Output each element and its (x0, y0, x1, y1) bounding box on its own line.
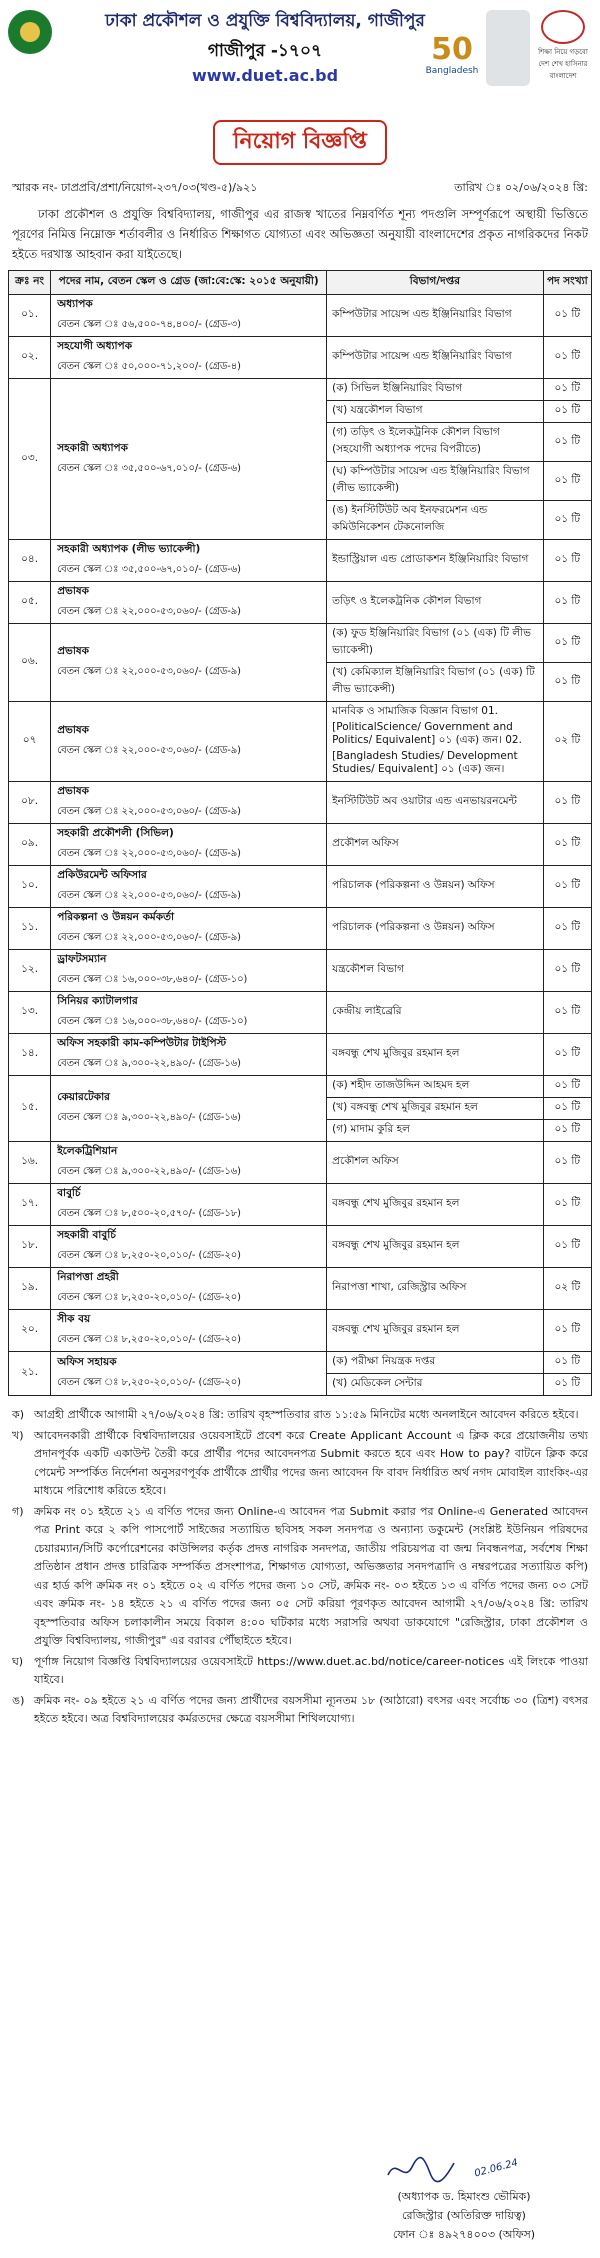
jubilee-number: 50 (431, 32, 473, 67)
table-row (9, 1076, 592, 1098)
table-row (9, 824, 592, 866)
row-serial: ১৪. (9, 1034, 51, 1076)
jubilee-text: Bangladesh (425, 66, 479, 76)
jubilee-badge (422, 34, 482, 82)
row-post-cell (51, 337, 327, 379)
note-text: ক্রমিক নং- ০৯ হইতে ২১ এ বর্ণিত পদের জন্য প্রার্থীদের বয়সসীমা ন্যূনতম ১৮ (আঠারো) বৎসর এবং সর্বোচ্চ ৩০ (ত্রিশ) বৎসর হইতে হইবে। অত্র বিশ্ববিদ্যালয়ের কর্মরতদের ক্ষেত্রে বয়সসীমা শিথিলযোগ্য। (34, 1693, 588, 1725)
post-count-cell: ০১ টি (543, 1226, 591, 1268)
pay-scale: বেতন স্কেল ঃ ৯,৩০০-২২,৪৯০/- (গ্রেড-১৬) (57, 1058, 241, 1069)
row-post-cell (51, 1226, 327, 1268)
department-cell: মানবিক ও সামাজিক বিজ্ঞান বিভাগ 01. [PoliticalScience/ Government and Politics/ Equivalent] ০১ (এক) জন। 02. [Bangladesh Studies/ Development Studies/ Equivalent] ০১ (এক) জন। (327, 702, 543, 782)
signature-date: 02.06.24 (473, 2157, 520, 2180)
row-post-cell (51, 1268, 327, 1310)
pay-scale: বেতন স্কেল ঃ ২২,০০০-৫৩,০৬০/- (গ্রেড-৯) (57, 806, 241, 817)
post-name: প্রভাষক (57, 724, 90, 736)
row-post-cell (51, 379, 327, 540)
post-count-cell: ০১ টি (543, 1184, 591, 1226)
row-post-cell (51, 702, 327, 782)
table-row (9, 782, 592, 824)
post-name: সহকারী বাবুর্চি (57, 1229, 116, 1241)
department-cell: যন্ত্রকৌশল বিভাগ (327, 950, 543, 992)
pay-scale: বেতন স্কেল ঃ ২২,০০০-৫৩,০৬০/- (গ্রেড-৯) (57, 848, 241, 859)
pay-scale: বেতন স্কেল ঃ ৮,২৫০-২০,০১০/- (গ্রেড-২০) (57, 1250, 241, 1261)
table-row (9, 950, 592, 992)
table-row (9, 1226, 592, 1268)
department-cell: (গ) তড়িৎ ও ইলেকট্রনিক কৌশল বিভাগ (সহযোগী অধ্যাপক পদের বিপরীতে) (327, 423, 543, 462)
post-count-cell: ০১ টি (543, 950, 591, 992)
post-name: প্রকিউরমেন্ট অফিসার (57, 869, 147, 881)
row-serial: ১২. (9, 950, 51, 992)
row-serial: ০৯. (9, 824, 51, 866)
department-cell: পরিচালক (পরিকল্পনা ও উন্নয়ন) অফিস (327, 908, 543, 950)
row-serial: ১১. (9, 908, 51, 950)
notice-title: নিয়োগ বিজ্ঞপ্তি (213, 120, 387, 165)
department-cell: কম্পিউটার সায়েন্স এন্ড ইঞ্জিনিয়ারিং বিভাগ (327, 337, 543, 379)
department-cell: (ঙ) ইনস্টিটিউট অব ইনফরমেশন এন্ড কমিউনিকেশন টেকনোলজি (327, 501, 543, 540)
row-post-cell (51, 1034, 327, 1076)
pay-scale: বেতন স্কেল ঃ ২২,০০০-৫৩,০৬০/- (গ্রেড-৯) (57, 606, 241, 617)
note-item (12, 1427, 588, 1501)
post-name: নিরাপত্তা প্রহরী (57, 1271, 119, 1283)
table-row (9, 379, 592, 401)
row-serial: ১৬. (9, 1142, 51, 1184)
row-post-cell (51, 1142, 327, 1184)
post-count-cell: ০১ টি (543, 824, 591, 866)
row-serial: ১০. (9, 866, 51, 908)
department-cell: প্রকৌশল অফিস (327, 824, 543, 866)
row-serial: ০৭ (9, 702, 51, 782)
mujib-badge-text: শিক্ষা নিয়ে গড়বো দেশ শেখ হাসিনার বাংলাদেশ (538, 48, 588, 80)
table-row (9, 295, 592, 337)
pay-scale: বেতন স্কেল ঃ ৫৬,৫০০-৭৪,৪০০/- (গ্রেড-৩) (57, 319, 241, 330)
row-post-cell (51, 1352, 327, 1396)
department-cell: (ঘ) কম্পিউটার সায়েন্স এন্ড ইঞ্জিনিয়ারিং বিভাগ (লীভ ভ্যাকেন্সী) (327, 462, 543, 501)
university-logo (8, 10, 52, 54)
note-item (12, 1692, 588, 1729)
pay-scale: বেতন স্কেল ঃ ৮,২৫০-২০,০১০/- (গ্রেড-২০) (57, 1334, 241, 1345)
title-wrap (8, 120, 592, 165)
note-text: ক্রমিক নং ০১ হইতে ২১ এ বর্ণিত পদের জন্য Online-এ আবেদন পত্র Submit করার পর Online-এ Generated আবেদন পত্র Print করে ২ কপি পাসপোর্ট সাইজের সত্যায়িত ছবিসহ সকল সনদপত্র ও অন্যান্য ডকুমেন্ট (সংশ্লিষ্ট ইউনিয়ন পরিষদের চেয়ারম্যান/সিটি কর্পোরেশনের কাউন্সিলর কর্তৃক প্রদত্ত নাগরিক সনদপত্র, জাতীয় পরিচয়পত্র বা জন্ম নিবন্ধনপত্র, সর্বশেষ শিক্ষা প্রতিষ্ঠান প্রধান প্রদত্ত চারিত্রিক সম্পর্কিত প্রসংশাপত্র, শিক্ষাগত যোগ্যতা, অভিজ্ঞতার সনদপত্রাদি ও নম্বরপত্রের সত্যায়িত কপি) এর হার্ড কপি ক্রমিক নং ০১ হইতে ০২ এ বর্ণিত পদের জন্য ১০ সেট, ক্রমিক নং- ০৩ হইতে ১৩ এ বর্ণিত পদের জন্য ০৩ সেট এবং ক্রমিক নং- ১৪ হইতে ২১ এ বর্ণিত পদের জন্য ০৫ সেট করিয়া পূরণকৃত আবেদন আগামী ২৭/০৬/২০২৪ খ্রি: তারিখ বৃহস্পতিবার অফিস চলাকালীন সময়ে বিকাল ৪:০০ ঘটিকার মধ্যে সরাসরি অথবা ডাকযোগে "রেজিস্ট্রার, ঢাকা প্রকৌশল ও প্রযুক্তি বিশ্ববিদ্যালয়, গাজীপুর" এর বরাবর পৌঁছাইতে হইবে। (34, 1504, 589, 1647)
row-serial: ০৪. (9, 540, 51, 582)
note-label: খ) (12, 1428, 24, 1442)
department-cell: (ক) শহীদ তাজউদ্দিন আহমদ হল (327, 1076, 543, 1098)
row-serial: ০৬. (9, 624, 51, 702)
department-cell: প্রকৌশল অফিস (327, 1142, 543, 1184)
post-count-cell: ০১ টি (543, 782, 591, 824)
post-count-cell: ০১ টি (543, 401, 591, 423)
portrait-image (486, 10, 530, 86)
row-post-cell (51, 624, 327, 702)
post-name: সহকারী অধ্যাপক (লীভ ভ্যাকেন্সী) (57, 543, 201, 555)
row-post-cell (51, 1310, 327, 1352)
department-cell: বঙ্গবন্ধু শেখ মুজিবুর রহমান হল (327, 1310, 543, 1352)
row-post-cell (51, 582, 327, 624)
row-post-cell (51, 824, 327, 866)
note-label: ঘ) (12, 1654, 24, 1668)
pay-scale: বেতন স্কেল ঃ ১৬,০০০-৩৮,৬৪০/- (গ্রেড-১০) (57, 974, 248, 985)
note-label: গ) (12, 1504, 24, 1518)
department-cell: কেন্দ্রীয় লাইব্রেরি (327, 992, 543, 1034)
note-label: ক) (12, 1408, 24, 1421)
table-row (9, 1142, 592, 1184)
department-cell: ইনস্টিটিউট অব ওয়াটার এন্ড এনভায়রনমেন্ট (327, 782, 543, 824)
header (8, 6, 592, 118)
post-name: সহকারী অধ্যাপক (57, 441, 129, 454)
header-post: পদের নাম, বেতন স্কেল ও গ্রেড (জা:বে:স্কে: ২০১৫ অনুযায়ী) (51, 271, 327, 295)
post-name: সহযোগী অধ্যাপক (57, 340, 133, 352)
row-post-cell (51, 1184, 327, 1226)
table-row (9, 337, 592, 379)
post-name: প্রভাষক (57, 585, 90, 597)
department-cell: ইন্ডাস্ট্রিয়াল এন্ড প্রোডাকশন ইঞ্জিনিয়ারিং বিভাগ (327, 540, 543, 582)
department-cell: কম্পিউটার সায়েন্স এন্ড ইঞ্জিনিয়ারিং বিভাগ (327, 295, 543, 337)
pay-scale: বেতন স্কেল ঃ ৩৫,৫০০-৬৭,০১০/- (গ্রেড-৬) (57, 564, 241, 575)
signature-block (354, 2153, 574, 2244)
row-post-cell (51, 540, 327, 582)
post-count-cell: ০১ টি (543, 1310, 591, 1352)
department-cell: নিরাপত্তা শাখা, রেজিস্ট্রার অফিস (327, 1268, 543, 1310)
row-post-cell (51, 950, 327, 992)
row-post-cell (51, 866, 327, 908)
post-count-cell: ০১ টি (543, 624, 591, 663)
pay-scale: বেতন স্কেল ঃ ৮,২৫০-২০,০১০/- (গ্রেড-২০) (57, 1292, 241, 1303)
note-label: ঙ) (12, 1693, 25, 1707)
header-dept: বিভাগ/দপ্তর (327, 271, 543, 295)
post-name: প্রভাষক (57, 785, 90, 797)
table-row (9, 582, 592, 624)
post-count-cell: ০১ টি (543, 540, 591, 582)
post-count-cell: ০১ টি (543, 992, 591, 1034)
table-row (9, 540, 592, 582)
city-line: গাজীপুর -১৭০৭ (207, 41, 323, 61)
table-row (9, 1034, 592, 1076)
department-cell: (ক) পরীক্ষা নিয়ন্ত্রক দপ্তর (327, 1352, 543, 1374)
pay-scale: বেতন স্কেল ঃ ৯,৩০০-২২,৪৯০/- (গ্রেড-১৬) (57, 1166, 241, 1177)
post-name: বাবুর্চি (57, 1187, 81, 1199)
signatory-designation: রেজিস্ট্রার (অতিরিক্ত দায়িত্ব) (402, 2209, 526, 2222)
signatory-phone: ফোন ঃ ৪৯২৭৪০০৩ (অফিস) (392, 2228, 536, 2241)
department-cell: তড়িৎ ও ইলেকট্রনিক কৌশল বিভাগ (327, 582, 543, 624)
post-count-cell: ০১ টি (543, 1374, 591, 1396)
row-serial: ০৫. (9, 582, 51, 624)
post-name: সিনিয়র ক্যাটালগার (57, 995, 138, 1007)
post-count-cell: ০১ টি (543, 663, 591, 702)
post-name: প্রভাষক (57, 645, 90, 657)
table-row (9, 992, 592, 1034)
post-name: সহকারী প্রকৌশলী (সিভিল) (57, 827, 174, 839)
department-cell: বঙ্গবন্ধু শেখ মুজিবুর রহমান হল (327, 1034, 543, 1076)
department-cell: (খ) যন্ত্রকৌশল বিভাগ (327, 401, 543, 423)
post-name: পরিকল্পনা ও উন্নয়ন কর্মকর্তা (57, 911, 175, 923)
table-row (9, 624, 592, 663)
pay-scale: বেতন স্কেল ঃ ২২,০০০-৫৩,০৬০/- (গ্রেড-৯) (57, 666, 241, 677)
signatory-name: (অধ্যাপক ড. হিমাংশু ভৌমিক) (397, 2190, 531, 2203)
post-count-cell: ০১ টি (543, 379, 591, 401)
pay-scale: বেতন স্কেল ঃ ৮,২৫০-২০,০১০/- (গ্রেড-২০) (57, 1377, 241, 1388)
department-cell: বঙ্গবন্ধু শেখ মুজিবুর রহমান হল (327, 1184, 543, 1226)
pay-scale: বেতন স্কেল ঃ ২২,০০০-৫৩,০৬০/- (গ্রেড-৯) (57, 932, 241, 943)
post-count-cell: ০১ টি (543, 908, 591, 950)
post-count-cell: ০১ টি (543, 462, 591, 501)
row-serial: ১৫. (9, 1076, 51, 1142)
post-count-cell: ০১ টি (543, 1142, 591, 1184)
table-row (9, 866, 592, 908)
memo-number: স্মারক নং- ঢাপ্রপ্রবি/প্রশা/নিয়োগ-২৩৭/০৩(খণ্ড-৫)/৯২১ (12, 181, 258, 194)
row-serial: ০৮. (9, 782, 51, 824)
website-link[interactable]: www.duet.ac.bd (191, 66, 339, 85)
note-item (12, 1503, 588, 1651)
post-count-cell: ০১ টি (543, 1098, 591, 1120)
posts-table-body (9, 295, 592, 1396)
post-name: কেয়ারটেকার (57, 1091, 110, 1103)
post-name: অফিস সহকারী কাম-কম্পিউটার টাইপিস্ট (57, 1037, 227, 1049)
department-cell: (খ) কেমিক্যাল ইঞ্জিনিয়ারিং বিভাগ (০১ (এক) টি লীভ ভ্যাকেন্সী) (327, 663, 543, 702)
post-name: ড্রাফটসম্যান (57, 953, 107, 965)
post-count-cell: ০১ টি (543, 337, 591, 379)
row-post-cell (51, 1076, 327, 1142)
table-row (9, 1184, 592, 1226)
post-name: অফিস সহায়ক (57, 1356, 117, 1368)
row-serial: ১৯. (9, 1268, 51, 1310)
post-name: ইলেকট্রিশিয়ান (57, 1145, 118, 1157)
row-serial: ০৩. (9, 379, 51, 540)
post-count-cell: ০১ টি (543, 295, 591, 337)
department-cell: (গ) মাদাম কুরি হল (327, 1120, 543, 1142)
pay-scale: বেতন স্কেল ঃ ৯,৩০০-২২,৪৯০/- (গ্রেড-১৬) (57, 1112, 241, 1123)
department-cell: (ক) সিভিল ইঞ্জিনিয়ারিং বিভাগ (327, 379, 543, 401)
row-post-cell (51, 782, 327, 824)
note-text: আবেদনকারী প্রার্থীকে বিশ্ববিদ্যালয়ের ওয়েবসাইটে প্রবেশ করে Create Applicant Account এ ক্লিক করে প্রয়োজনীয় তথ্য প্রদানপূর্বক একটি একাউন্ট তৈরী করে প্রার্থীর পদের আবেদনপত্র Submit করতে হবে এবং How to pay? বাটনে ক্লিক করে পেমেন্ট সম্পর্কিত নির্দেশনা অনুসরণপূর্বক প্রার্থীকে প্রার্থীর পদের জন্য আবেদন ফি বাবদ নির্ধারিত অর্থ নগদ মোবাইল ব্যাংকিং-এর মাধ্যমে পরিশোধ করিতে হইবে। (34, 1428, 588, 1497)
department-cell: (খ) বঙ্গবন্ধু শেখ মুজিবুর রহমান হল (327, 1098, 543, 1120)
row-serial: ০২. (9, 337, 51, 379)
header-count: পদ সংখ্যা (543, 271, 591, 295)
table-row (9, 908, 592, 950)
row-post-cell (51, 992, 327, 1034)
post-count-cell: ০১ টি (543, 866, 591, 908)
header-sn: ক্রঃ নং (9, 271, 51, 295)
note-text: পূর্ণাঙ্গ নিয়োগ বিজ্ঞপ্তি বিশ্ববিদ্যালয়ের ওয়েবসাইটে https://www.duet.ac.bd/notice/career-notices এই লিংকে পাওয়া যাইবে। (34, 1654, 588, 1686)
post-count-cell: ০২ টি (543, 702, 591, 782)
post-count-cell: ০১ টি (543, 582, 591, 624)
pay-scale: বেতন স্কেল ঃ ৩৫,৫০০-৬৭,০১০/- (গ্রেড-৬) (57, 462, 241, 474)
note-item (12, 1653, 588, 1690)
pay-scale: বেতন স্কেল ঃ ৫০,০০০-৭১,২০০/- (গ্রেড-৪) (57, 361, 241, 372)
department-cell: পরিচালক (পরিকল্পনা ও উন্নয়ন) অফিস (327, 866, 543, 908)
mujib-badge (534, 10, 592, 96)
university-name: ঢাকা প্রকৌশল ও প্রযুক্তি বিশ্ববিদ্যালয়, গাজীপুর (105, 11, 425, 31)
table-row (9, 1352, 592, 1374)
post-count-cell: ০১ টি (543, 423, 591, 462)
note-text: আগ্রহী প্রার্থীকে আগামী ২৭/০৬/২০২৪ খ্রি: তারিখ বৃহস্পতিবার রাত ১১:৫৯ মিনিটের মধ্যে অনলাইনে আবেদন করিতে হইবে। (34, 1408, 579, 1421)
department-cell: (ক) ফুড ইঞ্জিনিয়ারিং বিভাগ (০১ (এক) টি লীভ ভ্যাকেন্সী) (327, 624, 543, 663)
table-header-row (9, 271, 592, 295)
row-serial: ১৭. (9, 1184, 51, 1226)
post-count-cell: ০২ টি (543, 1268, 591, 1310)
intro-paragraph: ঢাকা প্রকৌশল ও প্রযুক্তি বিশ্ববিদ্যালয়, গাজীপুর এর রাজস্ব খাতের নিম্নবর্ণিত শূন্য পদগুলি সম্পূর্ণরূপে অস্থায়ী ভিত্তিতে পূরণের নিমিত্ত নিম্নোক্ত শর্তাবলীর ও নির্ধারিত শিক্ষাগত যোগ্যতা এবং অভিজ্ঞতা অনুযায়ী বাংলাদেশের প্রকৃত নাগরিকদের নিকট হইতে দরখাস্ত আহবান করা যাইতেছে। (12, 207, 588, 261)
row-post-cell (51, 295, 327, 337)
row-serial: ০১. (9, 295, 51, 337)
table-row (9, 1310, 592, 1352)
post-name: অধ্যাপক (57, 298, 93, 310)
department-cell: বঙ্গবন্ধু শেখ মুজিবুর রহমান হল (327, 1226, 543, 1268)
post-name: সীক বয় (57, 1313, 91, 1325)
post-count-cell: ০১ টি (543, 501, 591, 540)
mujib-logo-icon (541, 10, 585, 44)
department-cell: (খ) মেডিকেল সেন্টার (327, 1374, 543, 1396)
row-post-cell (51, 908, 327, 950)
posts-table (8, 270, 592, 1396)
notice-date: তারিখ ঃ ০২/০৬/২০২৪ খ্রি: (454, 181, 588, 194)
table-row (9, 702, 592, 782)
row-serial: ১৩. (9, 992, 51, 1034)
pay-scale: বেতন স্কেল ঃ ১৬,০০০-৩৮,৬৪০/- (গ্রেড-১০) (57, 1016, 248, 1027)
row-serial: ২০. (9, 1310, 51, 1352)
post-count-cell: ০১ টি (543, 1352, 591, 1374)
row-serial: ১৮. (9, 1226, 51, 1268)
pay-scale: বেতন স্কেল ঃ ২২,০০০-৫৩,০৬০/- (গ্রেড-৯) (57, 745, 241, 756)
memo-row (12, 179, 588, 198)
post-count-cell: ০১ টি (543, 1034, 591, 1076)
table-row (9, 1268, 592, 1310)
row-serial: ২১. (9, 1352, 51, 1396)
post-count-cell: ০১ টি (543, 1120, 591, 1142)
signature (354, 2153, 574, 2187)
pay-scale: বেতন স্কেল ঃ ৮,৫০০-২০,৫৭০/- (গ্রেড-১৮) (57, 1208, 241, 1219)
pay-scale: বেতন স্কেল ঃ ২২,০০০-৫৩,০৬০/- (গ্রেড-৯) (57, 890, 241, 901)
signature-scribble-icon (384, 2153, 474, 2187)
post-count-cell: ০১ টি (543, 1076, 591, 1098)
notes-section (12, 1406, 588, 1729)
note-item (12, 1406, 588, 1425)
